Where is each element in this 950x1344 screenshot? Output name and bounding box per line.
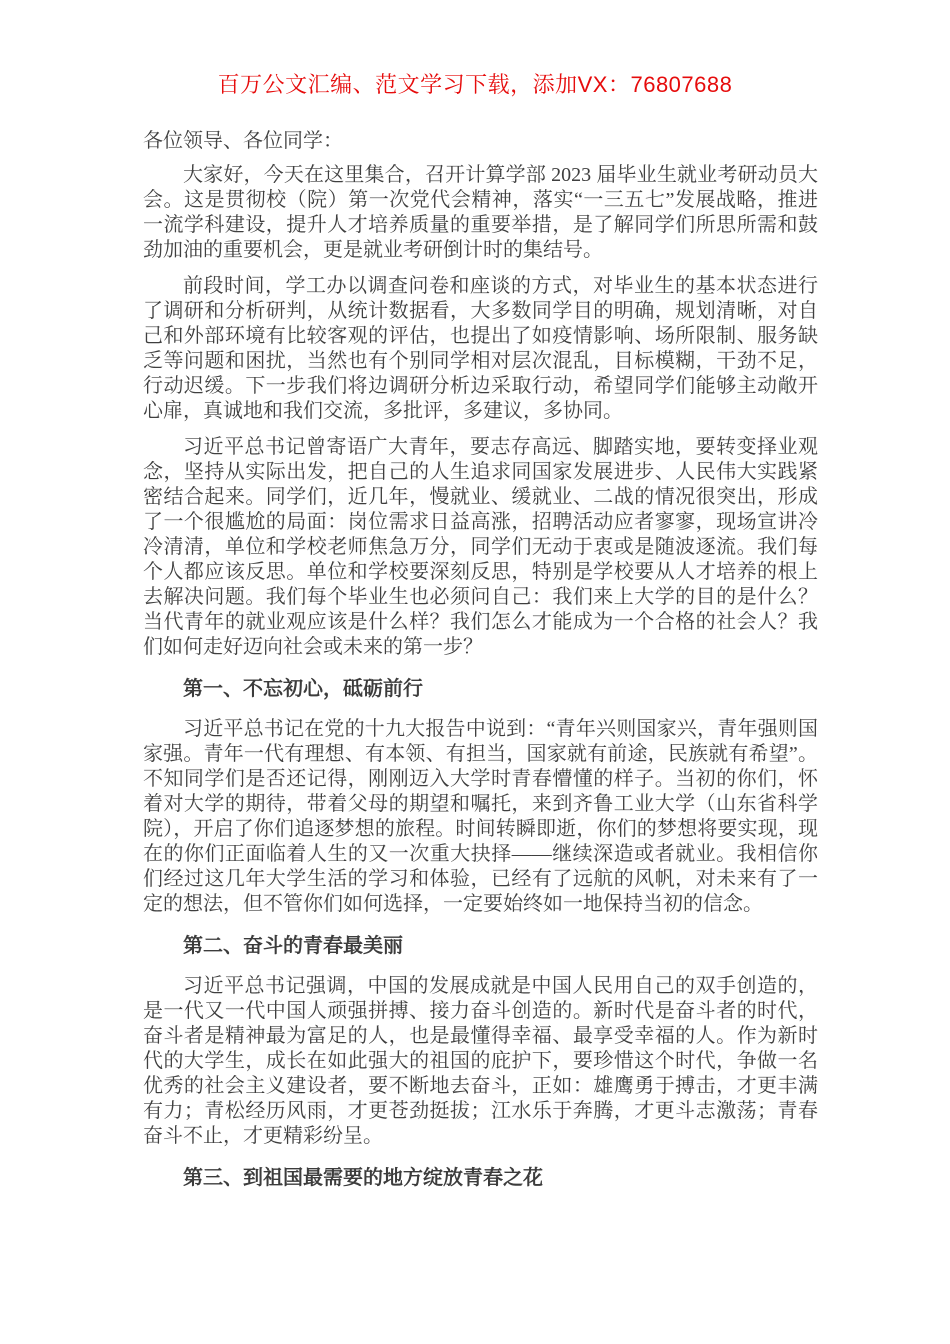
section-heading-3: 第三、到祖国最需要的地方绽放青春之花 (183, 1167, 543, 1189)
salutation: 各位领导、各位同学： (143, 130, 343, 152)
promo-banner-text: 百万公文汇编、范文学习下载，添加VX：76807688 (217, 72, 733, 97)
paragraph-employment-situation: 习近平总书记曾寄语广大青年，要志存高远、脚踏实地，要转变择业观念，坚持从实际出发，把自己的人生追求同国家发展进步、人民伟大实践紧密结合起来。同学们，近几年，慢就业、缓就业、二战的情况很突出，形成了一个很尴尬的局面：岗位需求日益高涨，招聘活动应者寥寥，现场宣讲冷冷清清，单位和学校老师焦急万分，同学们无动于衷或是随波逐流。我们每个人都应该反思。单位和学校要深刻反思，特别是学校要从人才培养的根上去解决问题。我们每个毕业生也必须问自己：我们来上大学的目的是什么？当代青年的就业观应该是什么样？我们怎么才能成为一个合格的社会人？我们如何走好迈向社会或未来的第一步？ (143, 436, 818, 658)
paragraph-section-1: 习近平总书记在党的十九大报告中说到：“青年兴则国家兴，青年强则国家强。青年一代有理想、有本领、有担当，国家就有前途，民族就有希望”。不知同学们是否还记得，刚刚迈入大学时青春懵懂的样子。当初的你们，怀着对大学的期待，带着父母的期望和嘱托，来到齐鲁工业大学（山东省科学院），开启了你们追逐梦想的旅程。时间转瞬即逝，你们的梦想将要实现，现在的你们正面临着人生的又一次重大抉择——继续深造或者就业。我相信你们经过这几年大学生活的学习和体验，已经有了远航的风帆，对未来有了一定的想法，但不管你们如何选择，一定要始终如一地保持当初的信念。 (143, 718, 818, 915)
document-body (143, 129, 818, 1191)
section-heading-2: 第二、奋斗的青春最美丽 (183, 935, 403, 957)
paragraph-survey: 前段时间，学工办以调查问卷和座谈的方式，对毕业生的基本状态进行了调研和分析研判，从统计数据看，大多数同学目的明确，规划清晰，对自己和外部环境有比较客观的评估，也提出了如疫情影响、场所限制、服务缺乏等问题和困扰，当然也有个别同学相对层次混乱，目标模糊，干劲不足，行动迟缓。下一步我们将边调研分析边采取行动，希望同学们能够主动敞开心扉，真诚地和我们交流，多批评，多建议，多协同。 (143, 275, 818, 422)
paragraph-opening: 大家好，今天在这里集合，召开计算学部 2023 届毕业生就业考研动员大会。这是贯彻校（院）第一次党代会精神，落实“一三五七”发展战略，推进一流学科建设，提升人才培养质量的重要举措，是了解同学们所思所需和鼓劲加油的重要机会，更是就业考研倒计时的集结号。 (143, 164, 818, 261)
paragraph-section-2: 习近平总书记强调，中国的发展成就是中国人民用自己的双手创造的，是一代又一代中国人顽强拼搏、接力奋斗创造的。新时代是奋斗者的时代，奋斗者是精神最为富足的人，也是最懂得幸福、最享受幸福的人。作为新时代的大学生，成长在如此强大的祖国的庇护下，要珍惜这个时代，争做一名优秀的社会主义建设者，要不断地去奋斗，正如：雄鹰勇于搏击，才更丰满有力；青松经历风雨，才更苍劲挺拔；江水乐于奔腾，才更斗志激荡；青春奋斗不止，才更精彩纷呈。 (143, 975, 818, 1147)
section-heading-1: 第一、不忘初心，砥砺前行 (183, 678, 423, 700)
